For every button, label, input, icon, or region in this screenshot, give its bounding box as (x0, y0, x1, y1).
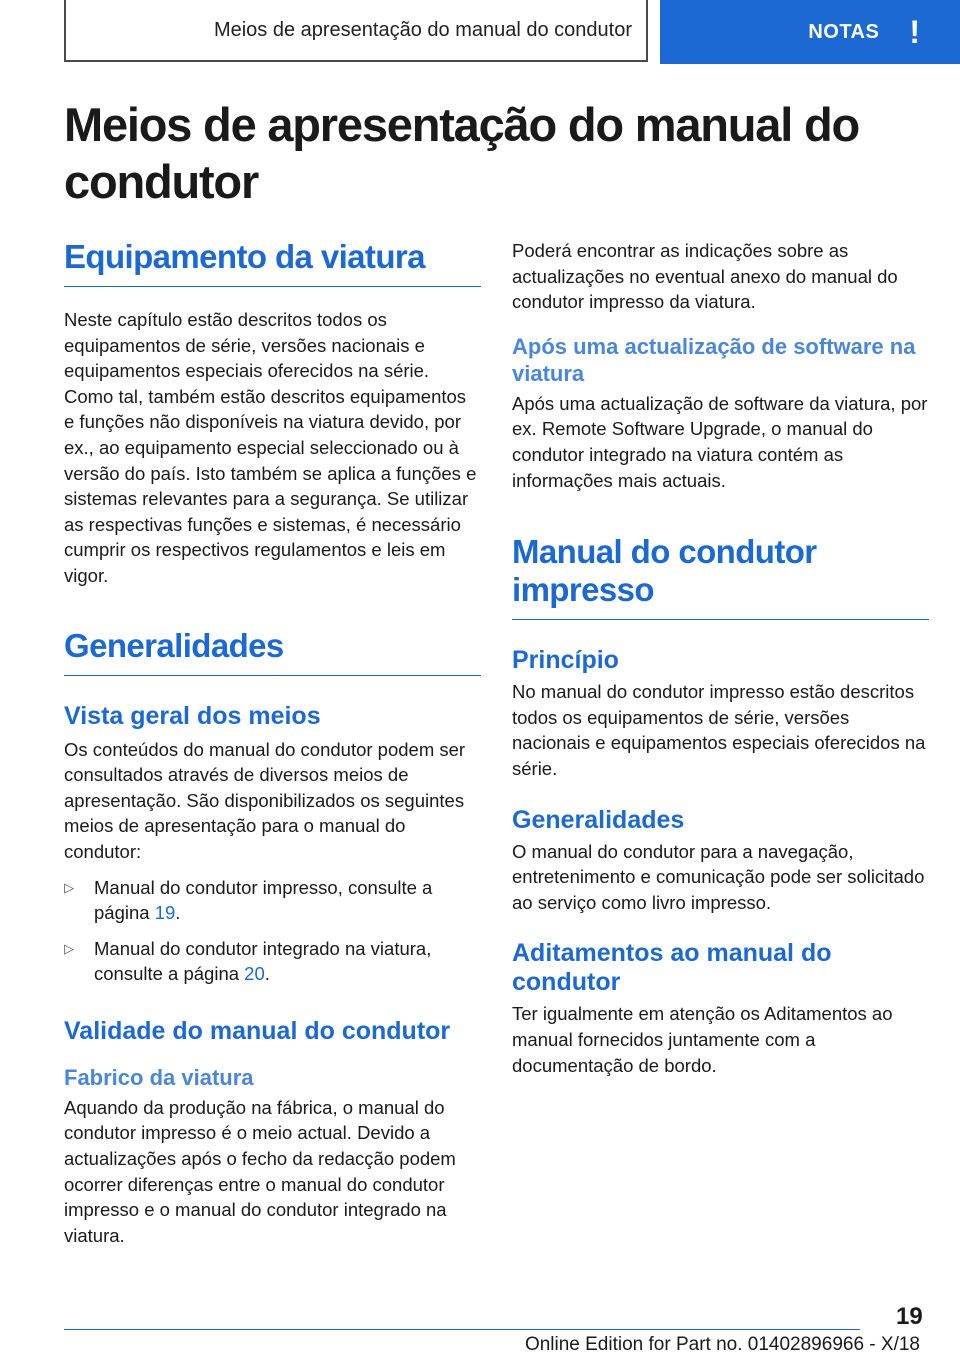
notas-tab[interactable] (660, 0, 960, 64)
heading-principio: Princípio (512, 646, 619, 675)
bullet-end: . (175, 902, 181, 924)
page-link-20[interactable]: 20 (244, 963, 265, 985)
notas-tab-label: NOTAS (808, 20, 880, 43)
page-link-19[interactable]: 19 (154, 902, 176, 924)
equipamento-text: Neste capítulo estão descritos todos os equipamentos de série, versões nacionais e equipamentos especiais oferecidos na série. Como tal, também estão descritos equipamentos e funções não disponíveis na viatura devido, por ex., ao equipamento especial seleccionado ou à versão do país. Isto também se aplica a funções e sistemas relevantes para a segurança. Se utilizar as respectivas funções e sistemas, é necessário cumprir os respectivos regulamentos e leis em vigor. (64, 309, 477, 586)
right-column (512, 238, 929, 1078)
fabrico-text: Aquando da produção na fábrica, o manual do condutor impresso é o meio actual. Devido a actualizações após o fecho da redacção podem ocorrer diferenças entre o manual do condutor impresso e o manual do condutor integrado na viatura. (64, 1096, 456, 1246)
heading-generalidades: Generalidades (64, 627, 481, 676)
heading-apos-actualizacao: Após uma actualização de software na viatura (512, 333, 916, 386)
page-number: 19 (896, 1303, 923, 1330)
left-column (64, 238, 481, 1248)
principio-text: No manual do condutor impresso estão descritos todos os equipamentos de série, versões nacionais e equipamentos especiais oferecidos na série. (512, 681, 926, 779)
heading-manual-impresso: Manual do condutor impresso (512, 533, 929, 620)
heading-equipamento: Equipamento da viatura (64, 238, 481, 287)
apos-actualizacao-text: Após uma actualização de software da viatura, por ex. Remote Software Upgrade, o manual do condutor integrado na viatura contém as informações mais actuais. (512, 392, 928, 491)
triangle-bullet-icon: ▷ (64, 879, 74, 895)
heading-validade: Validade do manual do condutor (64, 1016, 451, 1045)
triangle-bullet-icon: ▷ (64, 940, 74, 956)
heading-vista-geral: Vista geral dos meios (64, 701, 321, 730)
generalidades-impresso-text: O manual do condutor para a navegação, entretenimento e comunicação pode ser solicitado ao serviço como livro impresso. (512, 840, 925, 913)
list-item (64, 936, 481, 987)
heading-generalidades-impresso: Generalidades (512, 805, 685, 834)
bullet-text: Manual do condutor integrado na viatura, consulte a página (94, 937, 432, 985)
alert-icon: ! (909, 13, 920, 50)
running-header-title: Meios de apresentação do manual do condutor (213, 18, 632, 41)
bullet-text: Manual do condutor impresso, consulte a página (94, 876, 433, 924)
page-title: Meios de apresentação do manual do condutor (64, 98, 859, 208)
intro-text: Poderá encontrar as indicações sobre as actualizações no eventual anexo do manual do condutor impresso da viatura. (512, 240, 898, 313)
footer-edition: Online Edition for Part no. 01402896966 - X/18 (524, 1334, 920, 1355)
list-item (64, 875, 481, 926)
footer-divider (64, 1329, 860, 1330)
aditamentos-text: Ter igualmente em atenção os Aditamentos ao manual fornecidos juntamente com a documentação de bordo. (512, 1003, 893, 1076)
bullet-end: . (264, 963, 270, 985)
heading-fabrico: Fabrico da viatura (64, 1064, 254, 1090)
heading-aditamentos: Aditamentos ao manual do condutor (512, 939, 832, 997)
media-list (64, 875, 481, 987)
vista-geral-text: Os conteúdos do manual do condutor podem ser consultados através de diversos meios de apresentação. São disponibilizados os seguintes meios de apresentação para o manual do condutor: (64, 738, 466, 862)
running-header-section (64, 0, 648, 62)
